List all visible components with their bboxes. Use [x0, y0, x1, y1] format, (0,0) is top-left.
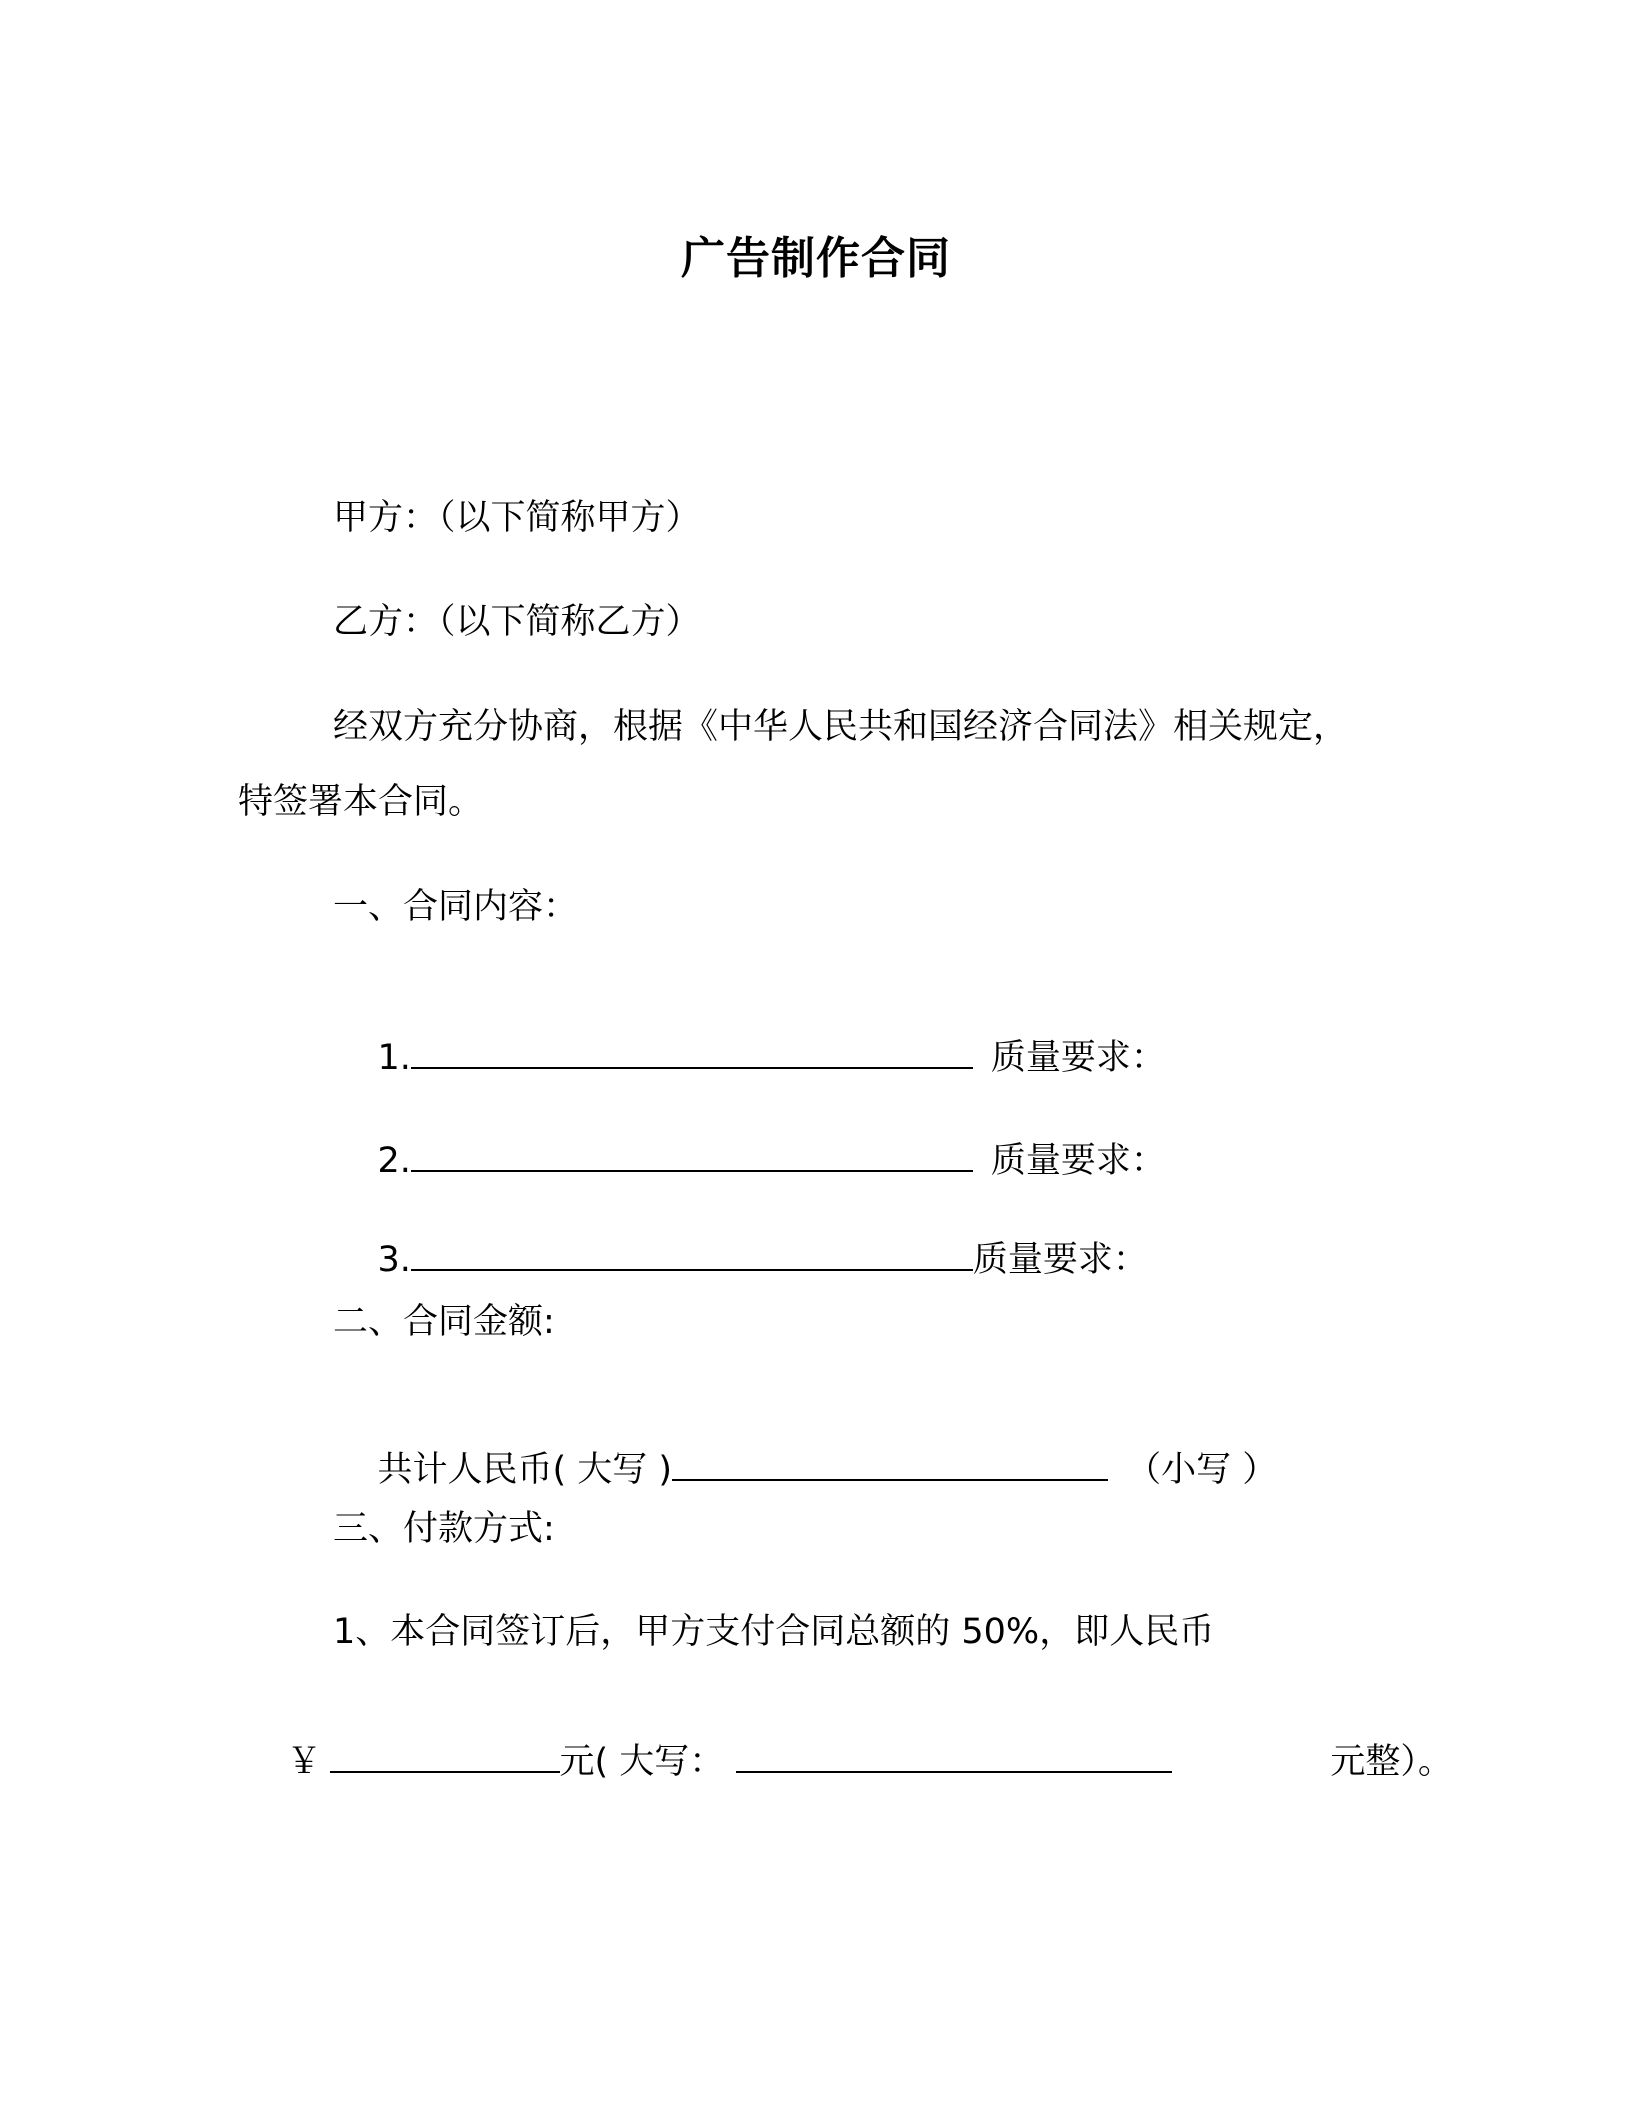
item-2-blank: [411, 1140, 973, 1172]
intro-paragraph-line2: 特签署本合同。: [238, 782, 484, 822]
item-number: 3.: [377, 1240, 411, 1280]
section3-heading: 三、付款方式:: [333, 1509, 555, 1549]
item-1-blank: [411, 1037, 973, 1069]
payment-line-1: 1、本合同签订后，甲方支付合同总额的 50%，即人民币: [333, 1612, 1215, 1652]
payment-amount-blank: [330, 1741, 560, 1773]
party-b-line: 乙方：（以下简称乙方）: [333, 602, 701, 642]
payment-amount-line: [242, 1696, 1453, 1828]
quality-label: 质量要求：: [990, 1038, 1166, 1078]
section2-heading: 二、合同金额:: [333, 1302, 555, 1342]
item-3-blank: [411, 1239, 973, 1271]
amount-uppercase-blank: [672, 1449, 1108, 1481]
currency-symbol: ￥: [286, 1742, 322, 1782]
intro-paragraph-line1: 经双方充分协商，根据《中华人民共和国经济合同法》相关规定，: [333, 707, 1349, 747]
section1-heading: 一、合同内容：: [333, 887, 579, 927]
amount-suffix: （小写 ）: [1126, 1450, 1278, 1490]
payment-yuan-label: 元( 大写：: [559, 1742, 725, 1782]
payment-uppercase-blank: [736, 1741, 1172, 1773]
payment-end-label: 元整）。: [1330, 1742, 1453, 1782]
document-title: 广告制作合同: [681, 233, 951, 284]
item-number: 2.: [377, 1141, 411, 1181]
amount-prefix: 共计人民币( 大写 ): [377, 1450, 673, 1490]
quality-label: 质量要求：: [990, 1141, 1166, 1181]
quality-label: 质量要求：: [972, 1240, 1148, 1280]
party-a-line: 甲方：（以下简称甲方）: [333, 498, 701, 538]
item-number: 1.: [377, 1038, 411, 1078]
